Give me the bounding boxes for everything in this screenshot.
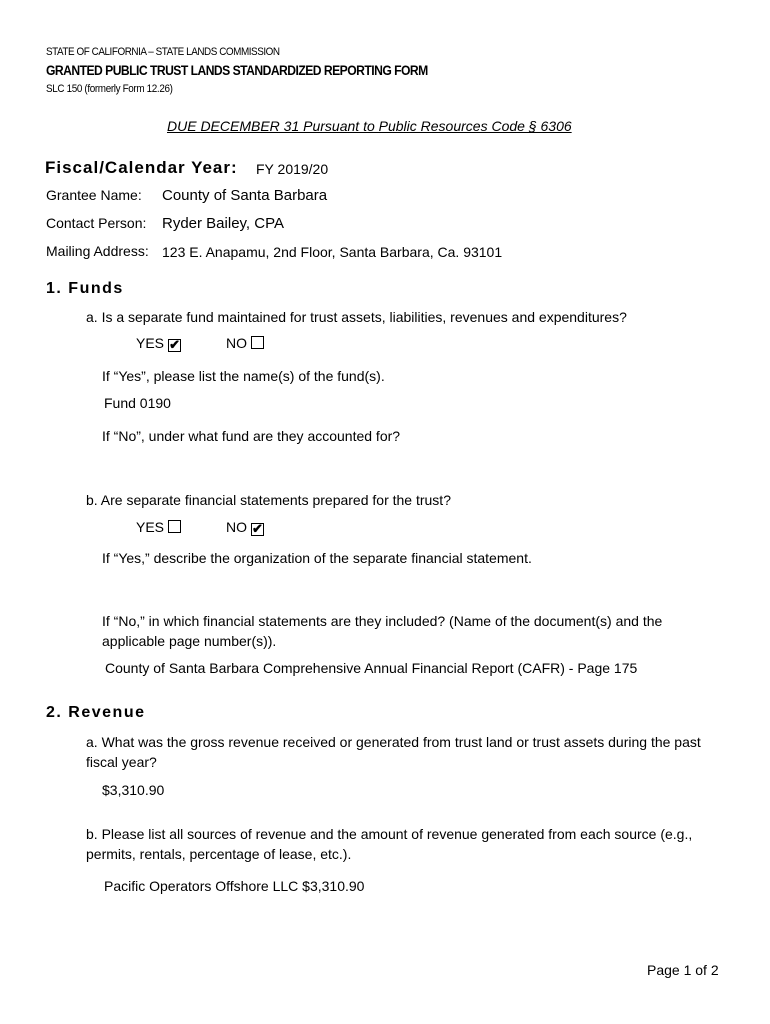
no-checkbox[interactable] — [251, 336, 264, 349]
address-label: Mailing Address: — [46, 243, 149, 259]
revenue-question-b: b. Please list all sources of revenue and the amount of revenue generated from each source (e.g., permits, rentals, percentage of lease, etc.). — [86, 826, 693, 862]
no-label: NO — [226, 335, 247, 351]
funds-a-if-no: If “No”, under what fund are they accounted for? — [102, 428, 401, 444]
fiscal-year-label: Fiscal/Calendar Year: — [45, 158, 238, 177]
no-checkbox[interactable]: ✔ — [252, 521, 263, 536]
no-label: NO — [226, 519, 247, 535]
funds-a-answer: Fund 0190 — [104, 395, 171, 411]
revenue-a-answer: $3,310.90 — [102, 782, 165, 798]
agency-name: STATE OF CALIFORNIA – STATE LANDS COMMISSION — [46, 46, 280, 58]
grantee-value: County of Santa Barbara — [162, 187, 328, 204]
fiscal-year-value: FY 2019/20 — [256, 161, 329, 177]
section-revenue-heading: 2. Revenue — [46, 704, 146, 721]
funds-question-a: a. Is a separate fund maintained for trust assets, liabilities, revenues and expenditures? — [86, 309, 627, 325]
page-number: Page 1 of 2 — [647, 962, 719, 978]
funds-a-if-yes: If “Yes”, please list the name(s) of the fund(s). — [102, 368, 385, 384]
yes-checkbox[interactable] — [168, 520, 181, 533]
funds-b-if-no: If “No,” in which financial statements are they included? (Name of the document(s) and the applicable page number(s)). — [102, 613, 663, 649]
funds-b-answer: County of Santa Barbara Comprehensive Annual Financial Report (CAFR) - Page 175 — [105, 660, 638, 676]
contact-value: Ryder Bailey, CPA — [162, 215, 284, 232]
funds-a-no-option — [226, 335, 264, 351]
contact-label: Contact Person: — [46, 215, 147, 231]
revenue-b-answer: Pacific Operators Offshore LLC $3,310.90 — [104, 878, 365, 894]
yes-label: YES — [136, 519, 165, 535]
yes-checkbox[interactable]: ✔ — [169, 337, 180, 352]
section-funds-heading: 1. Funds — [46, 280, 124, 297]
due-date-line: DUE DECEMBER 31 Pursuant to Public Resources Code § 6306 — [167, 118, 572, 134]
yes-label: YES — [136, 335, 165, 351]
funds-a-yes-option — [136, 335, 181, 352]
funds-b-if-yes: If “Yes,” describe the organization of the separate financial statement. — [102, 550, 532, 566]
funds-b-no-option — [226, 519, 264, 536]
funds-question-b: b. Are separate financial statements prepared for the trust? — [86, 492, 451, 508]
revenue-question-a: a. What was the gross revenue received or generated from trust land or trust assets during the past fiscal year? — [86, 734, 701, 770]
form-title: GRANTED PUBLIC TRUST LANDS STANDARDIZED REPORTING FORM — [46, 63, 428, 78]
funds-b-yes-option — [136, 519, 181, 535]
grantee-label: Grantee Name: — [46, 187, 142, 203]
address-value: 123 E. Anapamu, 2nd Floor, Santa Barbara, Ca. 93101 — [162, 244, 503, 260]
form-number: SLC 150 (formerly Form 12.26) — [46, 83, 173, 95]
